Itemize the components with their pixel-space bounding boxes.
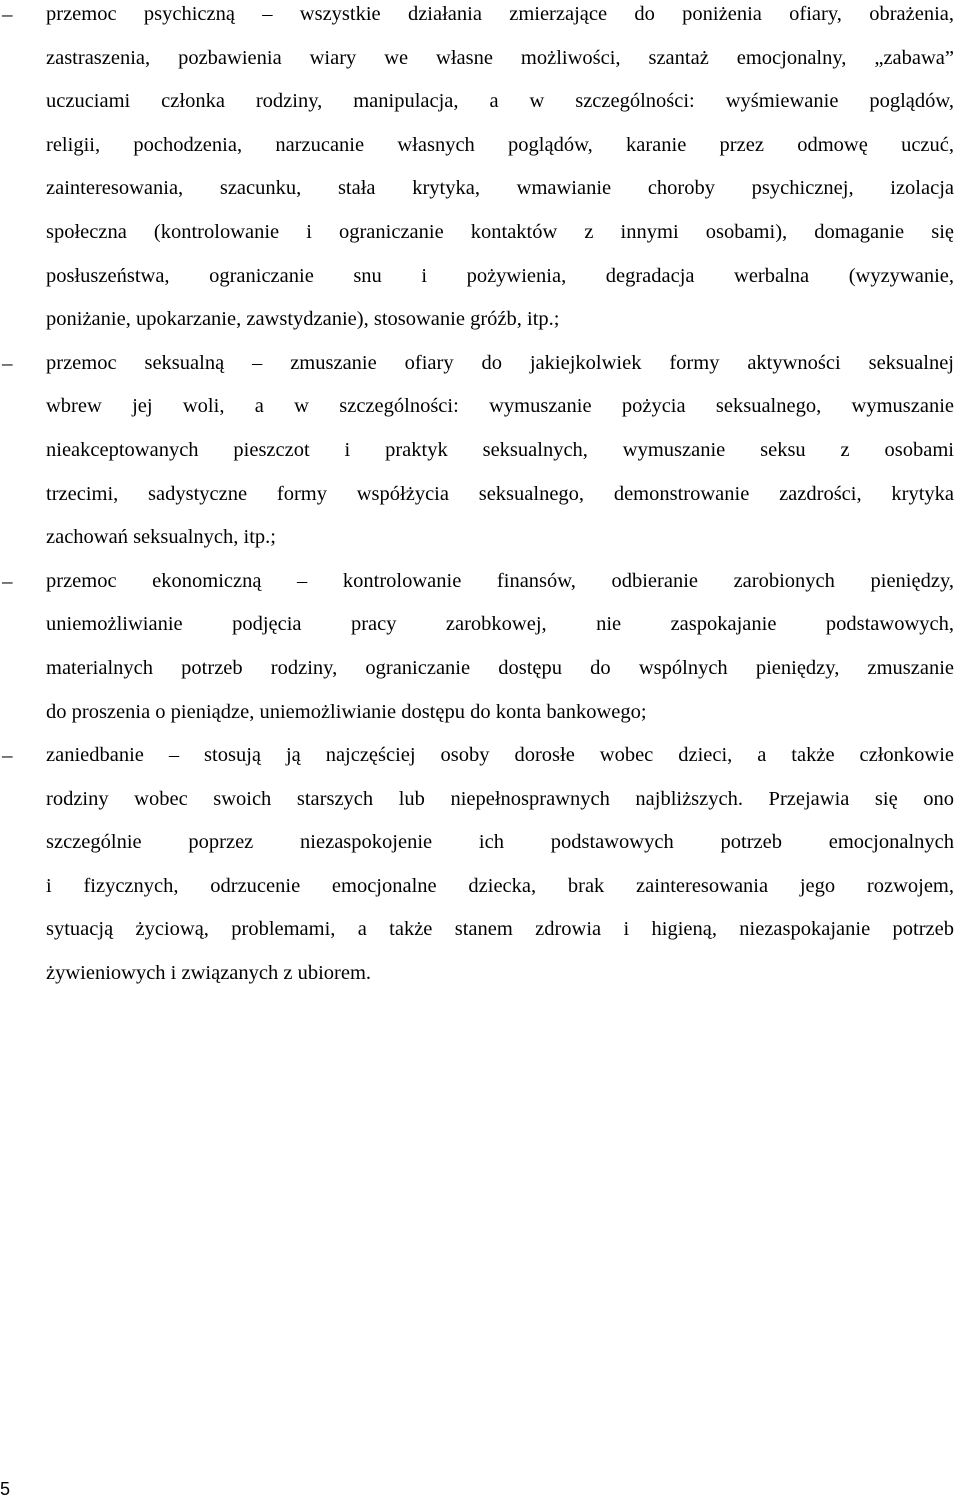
text-line: zainteresowania, szacunku, stała krytyka, wmawianie choroby psychicznej, izolacja (46, 177, 954, 200)
text-line: trzecimi, sadystyczne formy współżycia seksualnego, demonstrowanie zazdrości, krytyka (46, 482, 954, 505)
list-item-sexual-violence (0, 342, 960, 560)
list-dash: – (2, 743, 13, 768)
text-line: zastraszenia, pozbawienia wiary we własne możliwości, szantaż emocjonalny, „zabawa” (46, 46, 954, 69)
list-item-psychological-violence (0, 0, 960, 342)
text-line: materialnych potrzeb rodziny, ograniczanie dostępu do wspólnych pieniędzy, zmuszanie (46, 656, 954, 679)
list-item-neglect (0, 734, 960, 996)
page-number: 5 (0, 1479, 11, 1499)
text-line: sytuacją życiową, problemami, a także stanem zdrowia i higieną, niezaspokajanie potrzeb (46, 918, 954, 941)
list-item-economic-violence (0, 560, 960, 734)
list-dash: – (2, 568, 13, 593)
list-dash: – (2, 350, 13, 375)
text-line: przemoc ekonomiczną – kontrolowanie finansów, odbieranie zarobionych pieniędzy, (46, 569, 954, 592)
text-line: żywieniowych i związanych z ubiorem. (46, 962, 372, 985)
text-line: do proszenia o pieniądze, uniemożliwianie dostępu do konta bankowego; (46, 700, 647, 723)
text-line: uczuciami członka rodziny, manipulacja, a w szczególności: wyśmiewanie poglądów, (46, 90, 954, 113)
text-line: nieakceptowanych pieszczot i praktyk seksualnych, wymuszanie seksu z osobami (46, 438, 954, 461)
list-dash: – (2, 2, 13, 26)
text-line: uniemożliwianie podjęcia pracy zarobkowej, nie zaspokajanie podstawowych, (46, 613, 954, 636)
text-line: szczególnie poprzez niezaspokojenie ich podstawowych potrzeb emocjonalnych (46, 831, 954, 854)
text-line: wbrew jej woli, a w szczególności: wymuszanie pożycia seksualnego, wymuszanie (46, 395, 954, 418)
text-line: społeczna (kontrolowanie i ograniczanie kontaktów z innymi osobami), domaganie się (46, 220, 954, 243)
text-line: przemoc psychiczną – wszystkie działania zmierzające do poniżenia ofiary, obrażenia, (46, 3, 954, 25)
text-line: zachowań seksualnych, itp.; (46, 526, 276, 549)
text-line: zaniedbanie – stosują ją najczęściej osoby dorosłe wobec dzieci, a także członkowie (46, 744, 954, 767)
text-line: religii, pochodzenia, narzucanie własnych poglądów, karanie przez odmowę uczuć, (46, 133, 954, 156)
text-line: poniżanie, upokarzanie, zawstydzanie), stosowanie gróźb, itp.; (46, 308, 560, 331)
text-line: i fizycznych, odrzucenie emocjonalne dziecka, brak zainteresowania jego rozwojem, (46, 874, 954, 897)
text-line: rodziny wobec swoich starszych lub niepełnosprawnych najbliższych. Przejawia się ono (46, 787, 954, 810)
text-line: przemoc seksualną – zmuszanie ofiary do jakiejkolwiek formy aktywności seksualnej (46, 351, 954, 374)
text-line: posłuszeństwa, ograniczanie snu i pożywienia, degradacja werbalna (wyzywanie, (46, 264, 954, 287)
